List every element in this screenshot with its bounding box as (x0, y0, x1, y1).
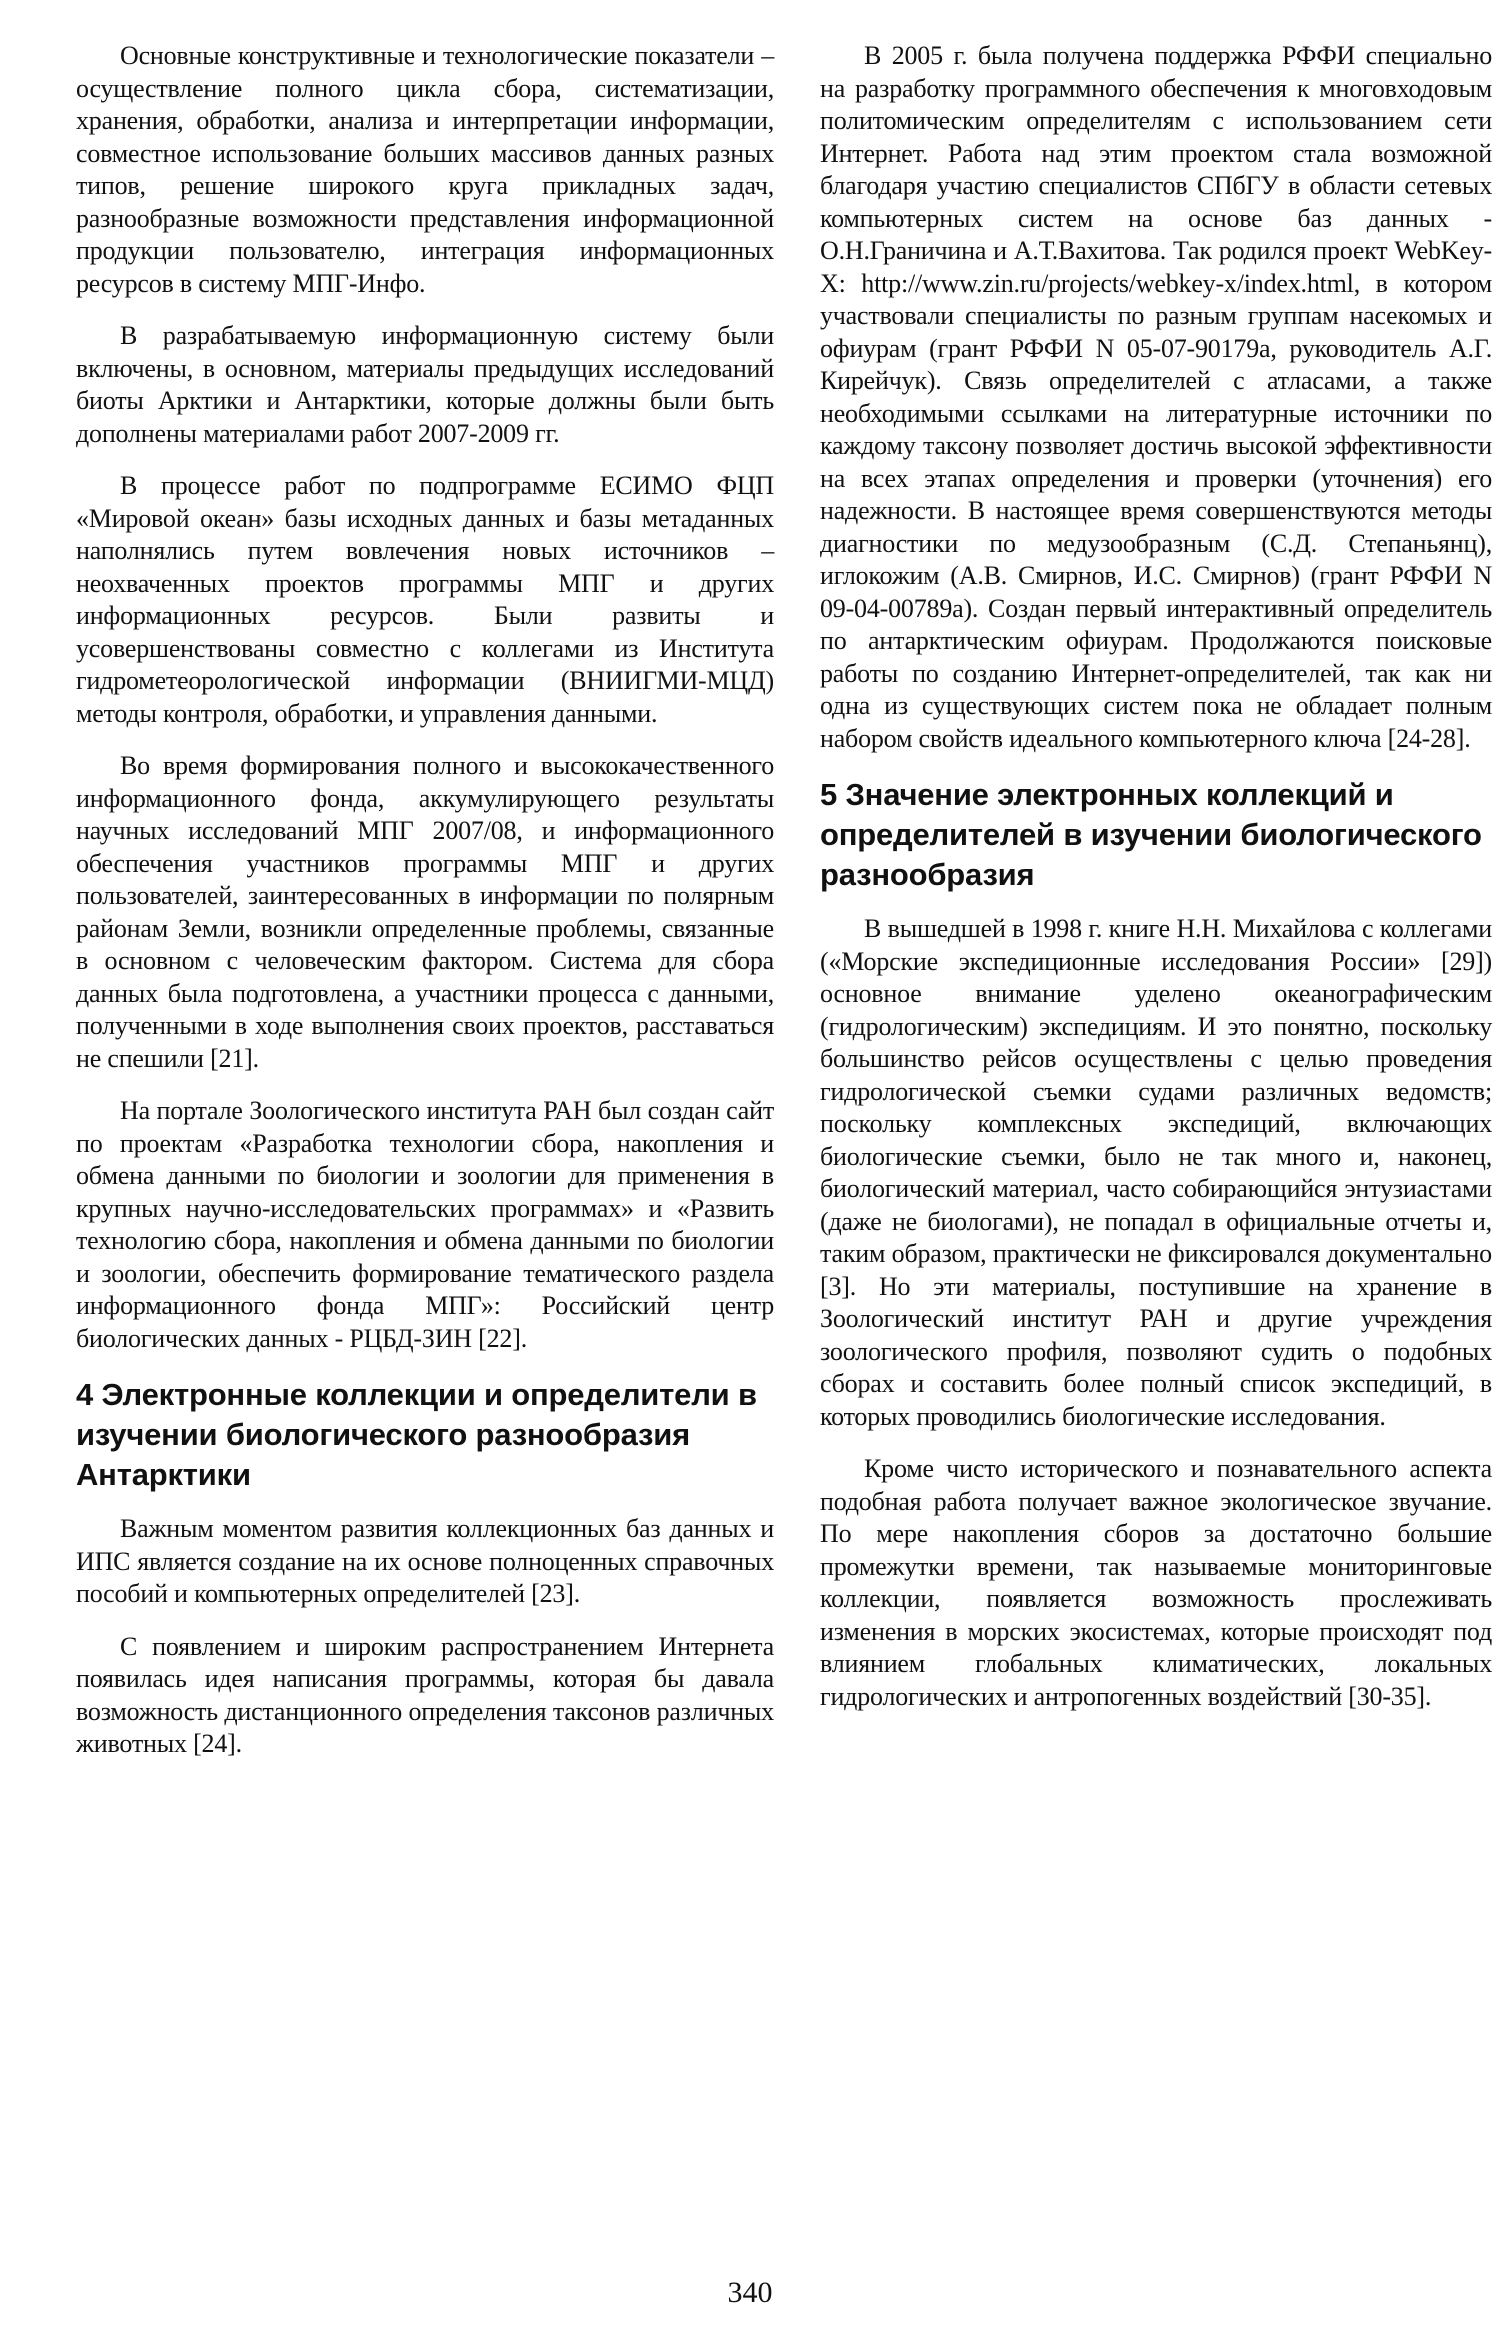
paragraph: В вышедшей в 1998 г. книге Н.Н. Михайлова с коллегами («Морские экспедиционные исследования России» [29]) основное внимание уделено океанографическим (гидрологическим) экспедициям. И это понятно, поскольку большинство рейсов осуществлены с целью проведения гидрологической съемки судами различных ведомств; поскольку комплексных экспедиций, включающих биологические съемки, было не так много и, наконец, биологический материал, часто собирающийся энтузиастами (даже не биологами), не попадал в официальные отчеты и, таким образом, практически не фиксировался документально [3]. Но эти материалы, поступившие на хранение в Зоологический институт РАН и другие учреждения зоологического профиля, позволяют судить о подобных сборах и составить более полный список экспедиций, в которых проводились биологические исследования. (820, 914, 1492, 1431)
section-heading-5: 5 Значение электронных коллекций и определителей в изучении биологического разнообразия (820, 777, 1482, 892)
paragraph: В разрабатываемую информационную систему были включены, в основном, материалы предыдущих исследований биоты Арктики и Антарктики, которые должны были быть дополнены материалами работ 2007-2009 гг. (76, 321, 774, 448)
paragraph: Основные конструктивные и технологические показатели – осуществление полного цикла сбора, систематизации, хранения, обработки, анализа и интерпретации информации, совместное использование больших массивов данных разных типов, решение широкого круга прикладных задач, разнообразные возможности представления информационной продукции пользователю, интеграция информационных ресурсов в систему МПГ-Инфо. (76, 41, 774, 298)
paragraph: В процессе работ по подпрограмме ЕСИМО ФЦП «Мировой океан» базы исходных данных и базы метаданных наполнялись путем вовлечения новых источников – неохваченных проектов программы МПГ и других информационных ресурсов. Были развиты и усовершенствованы совместно с коллегами из Института гидрометеорологической информации (ВНИИГМИ-МЦД) методы контроля, обработки, и управления данными. (76, 471, 774, 728)
paragraph: Во время формирования полного и высококачественного информационного фонда, аккумулирующего результаты научных исследований МПГ 2007/08, и информационного обеспечения участников программы МПГ и других пользователей, заинтересованных в информации по полярным районам Земли, возникли определенные проблемы, связанные в основном с человеческим фактором. Система для сбора данных была подготовлена, а участники процесса с данными, полученными в ходе выполнения своих проектов, расставаться не спешили [21]. (76, 751, 774, 1073)
paragraph: На портале Зоологического института РАН был создан сайт по проектам «Разработка технологии сбора, накопления и обмена данными по биологии и зоологии для применения в крупных научно-исследовательских программах» и «Развить технологию сбора, накопления и обмена данными по биологии и зоологии, обеспечить формирование тематического раздела информационного фонда МПГ»: Российский центр биологических данных - РЦБД-ЗИН [22]. (76, 1096, 774, 1353)
right-column (820, 40, 1492, 1733)
page-number: 340 (727, 2276, 773, 2309)
section-heading-4: 4 Электронные коллекции и определители в изучении биологического разнообразия Антарктики (76, 1377, 757, 1492)
paragraph: В 2005 г. была получена поддержка РФФИ специально на разработку программного обеспечения к многовходовым политомическим определителям с использованием сети Интернет. Работа над этим проектом стала возможной благодаря участию специалистов СПбГУ в области сетевых компьютерных систем на основе баз данных - О.Н.Граничина и А.Т.Вахитова. Так родился проект WebKey-X: http://www.zin.ru/projects/webkey-x/index.html, в котором участвовали специалисты по разным группам насекомых и офиурам (грант РФФИ N 05-07-90179а, руководитель А.Г. Кирейчук). Связь определителей с атласами, а также необходимыми ссылками на литературные источники по каждому таксону позволяет достичь высокой эффективности на всех этапах определения и проверки (уточнения) его надежности. В настоящее время совершенствуются методы диагностики по медузообразным (С.Д. Степаньянц), иглокожим (А.В. Смирнов, И.С. Смирнов) (грант РФФИ N 09-04-00789а). Создан первый интерактивный определитель по антарктическим офиурам. Продолжаются поисковые работы по созданию Интернет-определителей, так как ни одна из существующих систем пока не обладает полным набором свойств идеального компьютерного ключа [24-28]. (820, 41, 1492, 753)
paragraph: Кроме чисто исторического и познавательного аспекта подобная работа получает важное экологическое звучание. По мере накопления сборов за достаточно большие промежутки времени, так называемые мониторинговые коллекции, появляется возможность прослеживать изменения в морских экосистемах, которые происходят под влиянием глобальных климатических, локальных гидрологических и антропогенных воздействий [30-35]. (820, 1454, 1492, 1711)
left-column (76, 40, 774, 1781)
paragraph: Важным моментом развития коллекционных баз данных и ИПС является создание на их основе полноценных справочных пособий и компьютерных определителей [23]. (76, 1514, 774, 1608)
paragraph: С появлением и широким распространением Интернета появилась идея написания программы, которая бы давала возможность дистанционного определения таксонов различных животных [24]. (76, 1631, 774, 1758)
